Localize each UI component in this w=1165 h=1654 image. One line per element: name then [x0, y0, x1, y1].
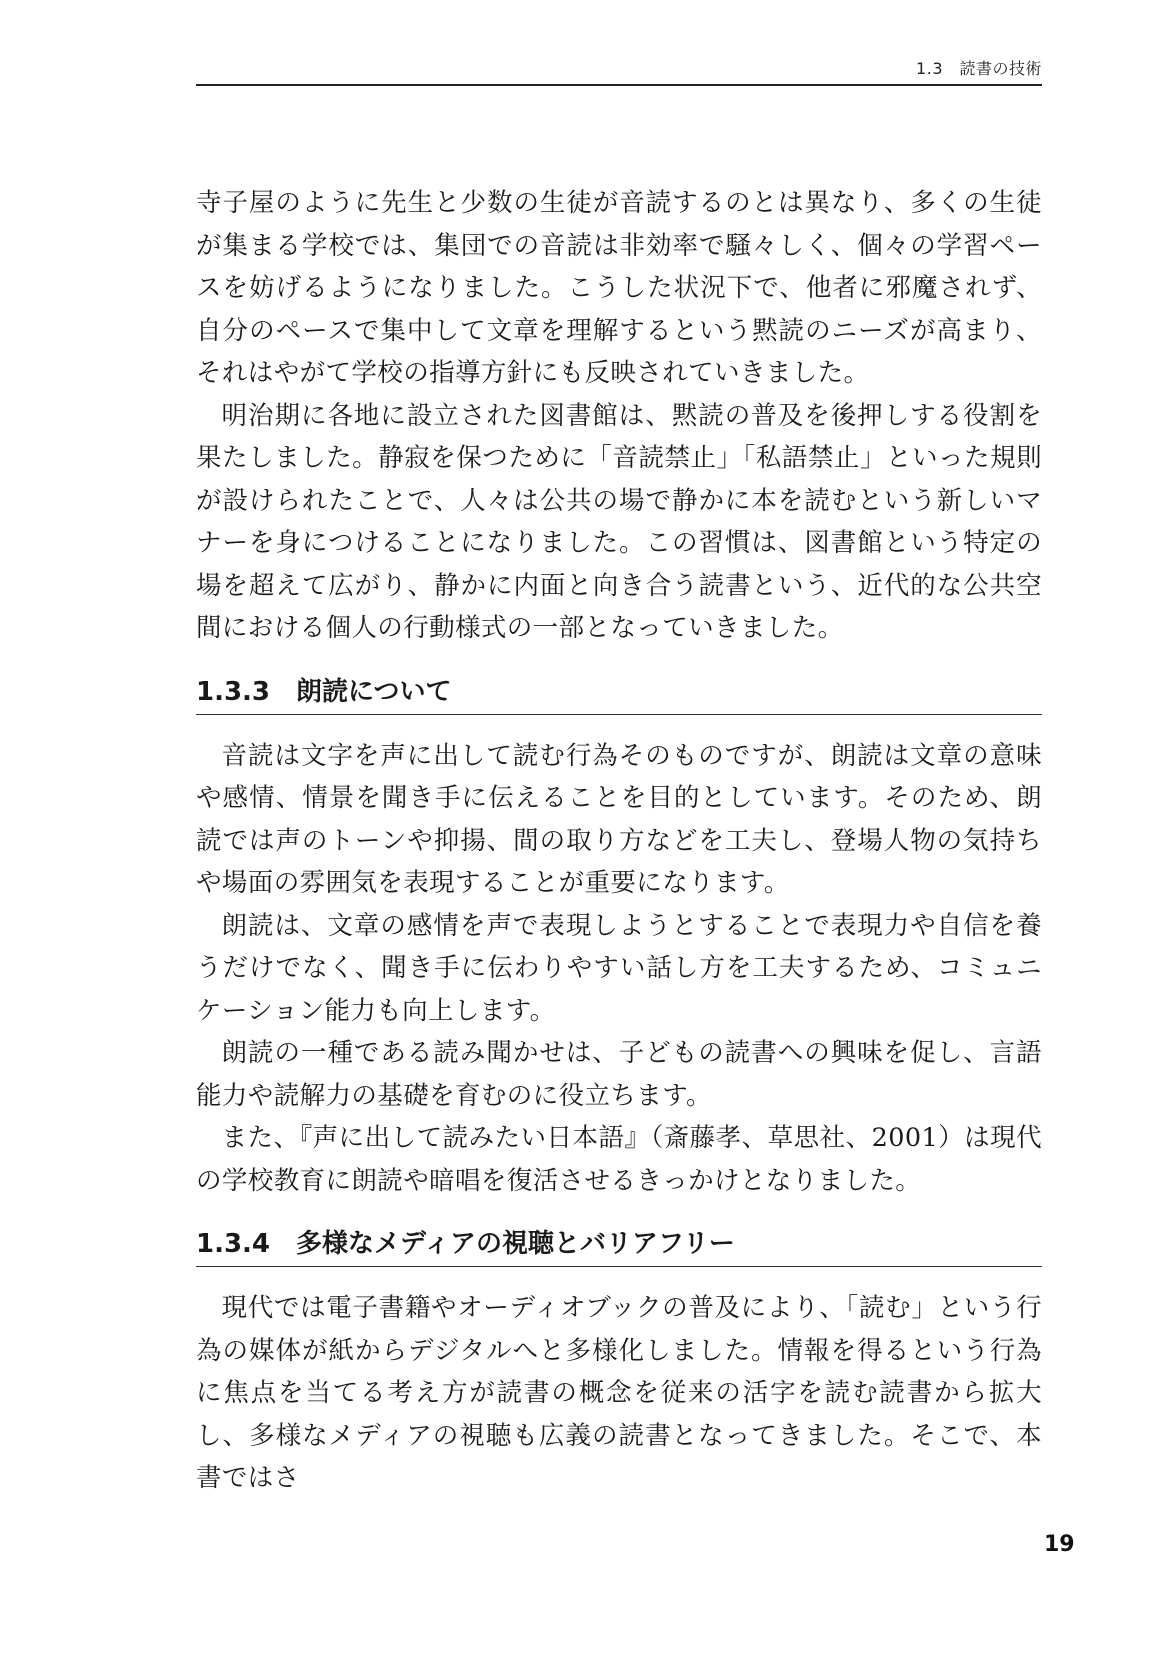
body-paragraph: 寺子屋のように先生と少数の生徒が音読するのとは異なり、多くの生徒が集まる学校では、集団での音読は非効率で騒々しく、個々の学習ペースを妨げるようになりました。こうした状況下で、他者に邪魔されず、自分のペースで集中して文章を理解するという黙読のニーズが高まり、それはやがて学校の指導方針にも反映されていきました。: [196, 188, 1042, 388]
body-paragraph: また、『声に出して読みたい日本語』（斎藤孝、草思社、2001）は現代の学校教育に朗読や暗唱を復活させるきっかけとなりました。: [196, 1123, 1042, 1196]
body-paragraph: 朗読は、文章の感情を声で表現しようとすることで表現力や自信を養うだけでなく、聞き手に伝わりやすい話し方を工夫するため、コミュニケーション能力も向上します。: [196, 910, 1042, 1026]
page-number: 19: [1044, 1532, 1075, 1557]
section-heading-1-3-3: [196, 672, 1042, 715]
running-header: [196, 56, 1042, 86]
section-title: 多様なメディアの視聴とバリアフリー: [296, 1229, 735, 1259]
running-header-title: 1.3 読書の技術: [916, 59, 1042, 78]
body-paragraph: 朗読の一種である読み聞かせは、子どもの読書への興味を促し、言語能力や読解力の基礎を育むのに役立ちます。: [196, 1038, 1042, 1111]
body-paragraph: 音読は文字を声に出して読む行為そのものですが、朗読は文章の意味や感情、情景を聞き手に伝えることを目的としています。そのため、朗読では声のトーンや抑揚、間の取り方などを工夫し、登場人物の気持ちや場面の雰囲気を表現することが重要になります。: [196, 740, 1042, 898]
page-body: [196, 182, 1042, 1500]
section-title: 朗読について: [296, 676, 452, 707]
body-paragraph: 現代では電子書籍やオーディオブックの普及により、「読む」という行為の媒体が紙からデジタルへと多様化しました。情報を得るという行為に焦点を当てる考え方が読書の概念を従来の活字を読む読書から拡大し、多様なメディアの視聴も広義の読書となってきました。そこで、本書ではさ: [196, 1293, 1042, 1493]
section-number: 1.3.3: [196, 676, 271, 707]
section-heading-1-3-4: [196, 1224, 1042, 1267]
section-number: 1.3.4: [196, 1229, 271, 1259]
body-paragraph: 明治期に各地に設立された図書館は、黙読の普及を後押しする役割を果たしました。静寂を保つために「音読禁止」「私語禁止」といった規則が設けられたことで、人々は公共の場で静かに本を読むという新しいマナーを身につけることになりました。この習慣は、図書館という特定の場を超えて広がり、静かに内面と向き合う読書という、近代的な公共空間における個人の行動様式の一部となっていきました。: [196, 400, 1042, 643]
